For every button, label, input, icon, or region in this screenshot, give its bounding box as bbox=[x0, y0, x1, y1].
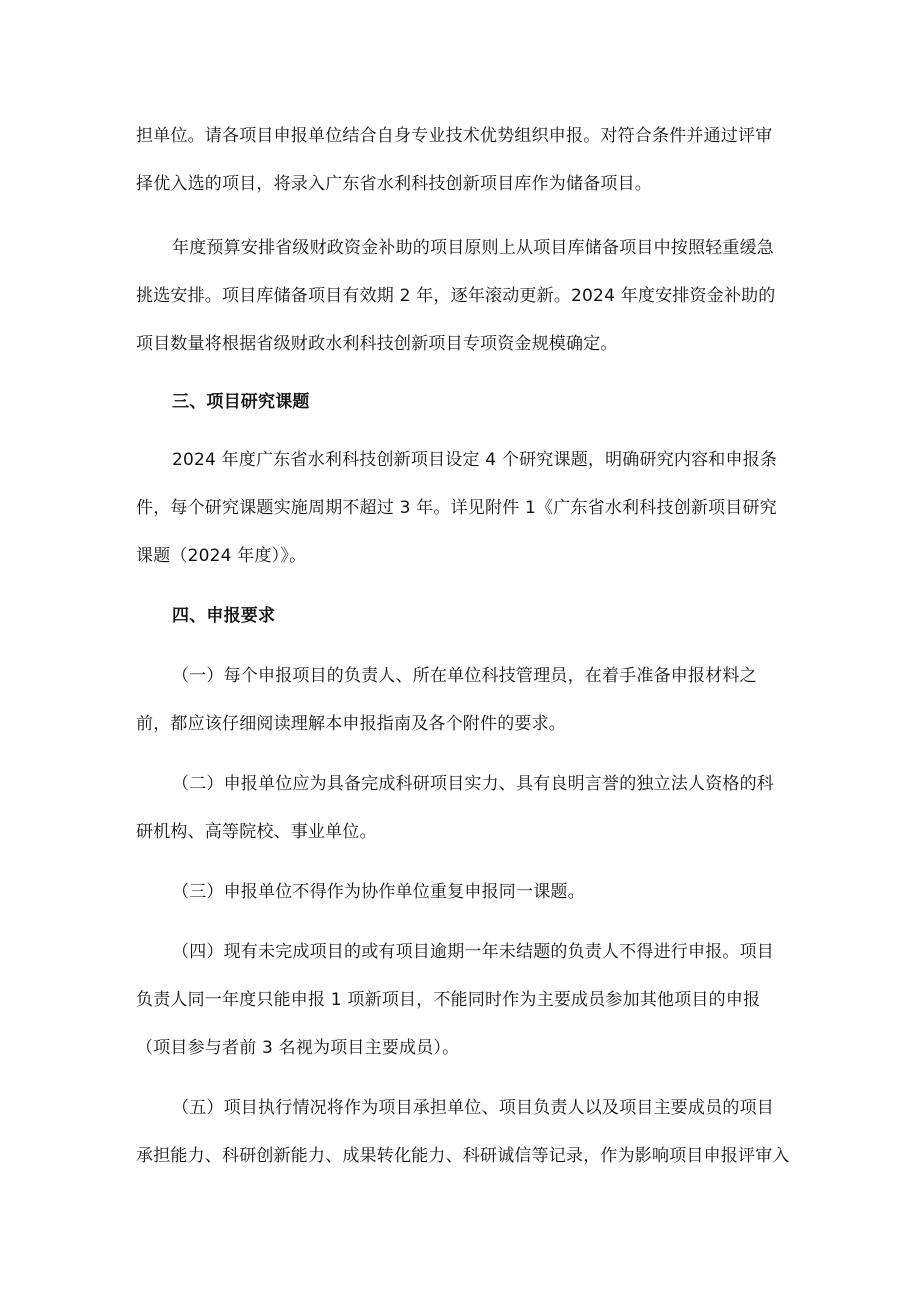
para2-line3: 项目数量将根据省级财政水利科技创新项目专项资金规模确定。 bbox=[136, 334, 618, 354]
item4-line1: （四）现有未完成项目的或有项目逾期一年未结题的负责人不得进行申报。项目 bbox=[172, 942, 774, 962]
item3-line1: （三）申报单位不得作为协作单位重复申报同一课题。 bbox=[172, 882, 585, 902]
item1-line2: 前，都应该仔细阅读理解本申报指南及各个附件的要求。 bbox=[136, 714, 566, 734]
item4-line3: （项目参与者前 3 名视为项目主要成员）。 bbox=[136, 1038, 460, 1058]
para3-line3: 课题（2024 年度）》。 bbox=[136, 546, 307, 566]
item2-line1: （二）申报单位应为具备完成科研项目实力、具有良明言誉的独立法人资格的科 bbox=[172, 774, 774, 794]
para2-line1: 年度预算安排省级财政资金补助的项目原则上从项目库储备项目中按照轻重缓急 bbox=[172, 238, 774, 258]
section-heading-4: 四、申报要求 bbox=[172, 606, 276, 626]
section-heading-3: 三、项目研究课题 bbox=[172, 392, 310, 412]
item1-line1: （一）每个申报项目的负责人、所在单位科技管理员，在着手准备申报材料之 bbox=[172, 666, 757, 686]
para2-line2: 挑选安排。项目库储备项目有效期 2 年，逐年滚动更新。2024 年度安排资金补助的 bbox=[136, 286, 776, 306]
para3-line2: 件，每个研究课题实施周期不超过 3 年。详见附件 1《广东省水利科技创新项目研究 bbox=[136, 498, 777, 518]
para1-line1: 担单位。请各项目申报单位结合自身专业技术优势组织申报。对符合条件并通过评审 bbox=[136, 126, 773, 146]
item5-line1: （五）项目执行情况将作为项目承担单位、项目负责人以及项目主要成员的项目 bbox=[172, 1098, 774, 1118]
para1-line2: 择优入选的项目，将录入广东省水利科技创新项目库作为储备项目。 bbox=[136, 174, 652, 194]
para3-line1: 2024 年度广东省水利科技创新项目设定 4 个研究课题，明确研究内容和申报条 bbox=[172, 450, 778, 470]
item2-line2: 研机构、高等院校、事业单位。 bbox=[136, 822, 377, 842]
item5-line2: 承担能力、科研创新能力、成果转化能力、科研诚信等记录，作为影响项目申报评审入 bbox=[136, 1146, 790, 1166]
item4-line2: 负责人同一年度只能申报 1 项新项目，不能同时作为主要成员参加其他项目的申报 bbox=[136, 990, 761, 1010]
